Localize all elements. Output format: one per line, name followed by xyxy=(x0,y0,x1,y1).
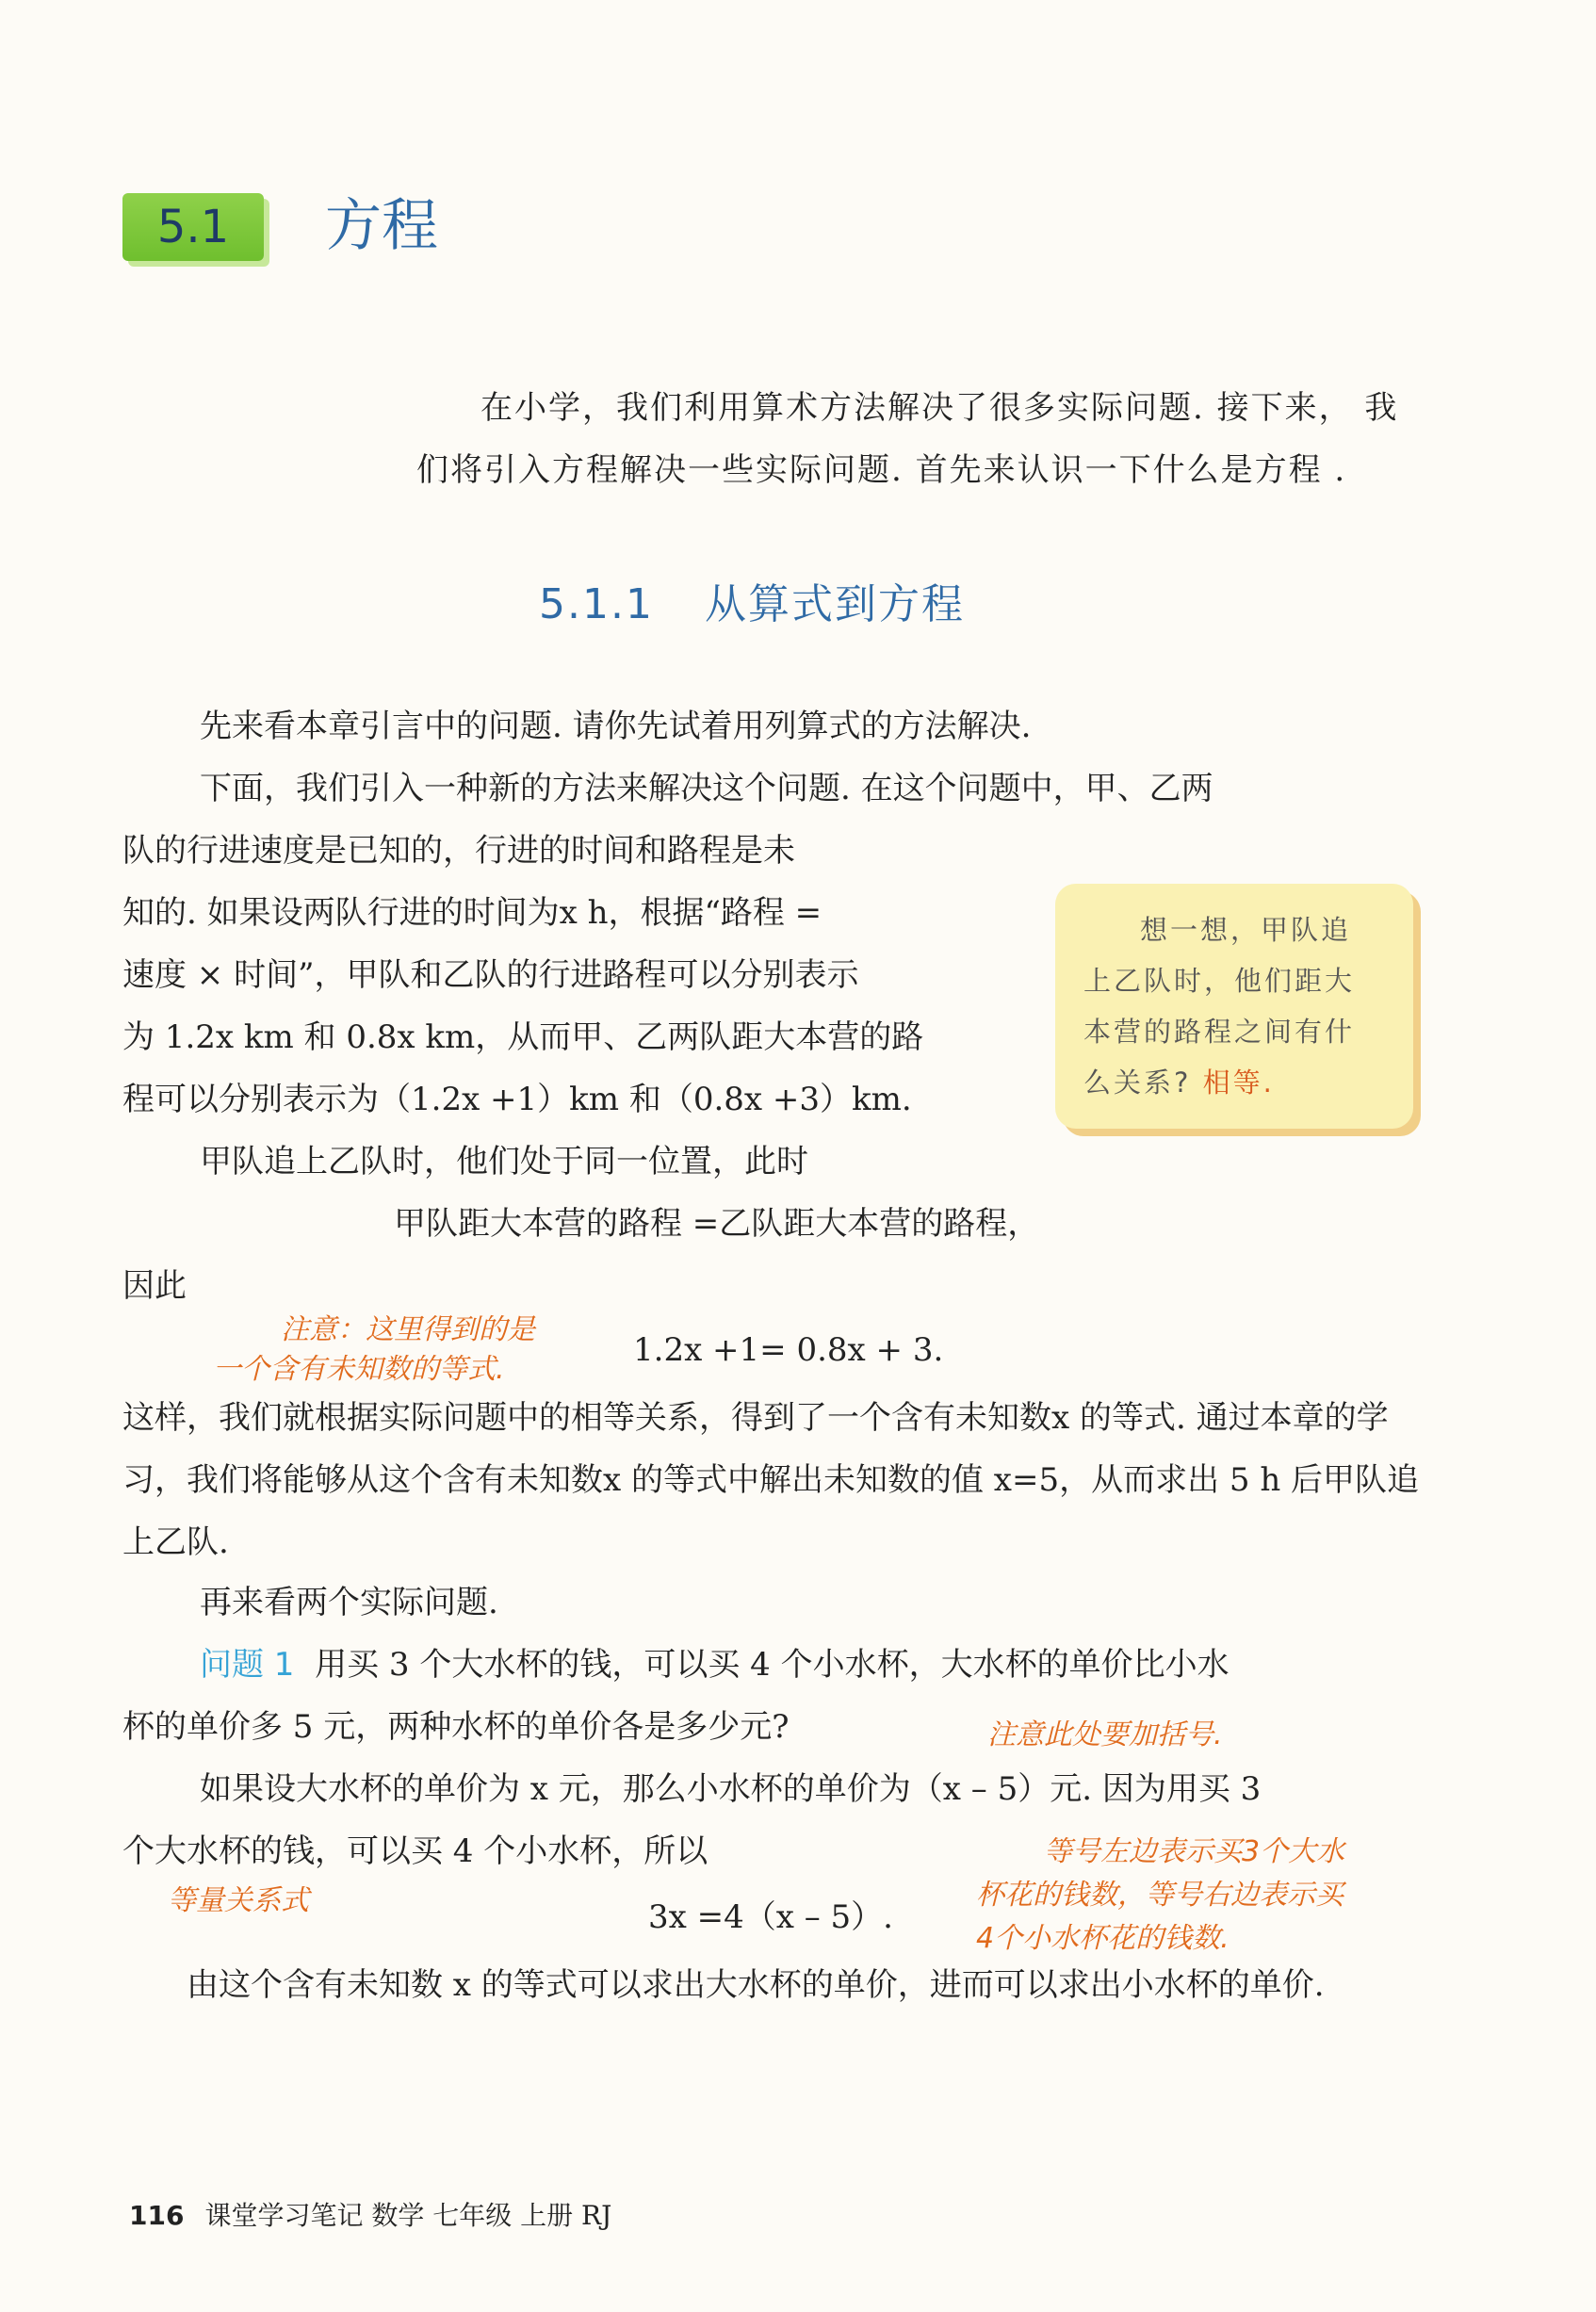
handwritten-note-3: 等量关系式 xyxy=(168,1884,309,1917)
paragraph-6-line-2: 个大水杯的钱，可以买 4 个小水杯，所以 xyxy=(122,1832,708,1870)
think-box-line-2: 上乙队时，他们距大 xyxy=(1083,965,1356,997)
paragraph-2-line-6: 程可以分别表示为（1.2x +1）km 和（0.8x +3）km. xyxy=(122,1081,912,1118)
therefore-text: 因此 xyxy=(122,1267,187,1305)
think-box-line-4 xyxy=(1083,1057,1394,1108)
paragraph-7: 由这个含有未知数 x 的等式可以求出大水杯的单价，进而可以求出小水杯的单价. xyxy=(187,1966,1325,2004)
problem-1-line-1 xyxy=(200,1643,1230,1686)
section-title: 方程 xyxy=(325,193,438,259)
section-number: 5.1 xyxy=(156,201,230,253)
equation-1: 1.2x +1= 0.8x + 3. xyxy=(633,1331,944,1369)
paragraph-5: 再来看两个实际问题. xyxy=(200,1584,498,1621)
subsection-title: 从算式到方程 xyxy=(704,580,965,628)
paragraph-2-line-2: 队的行进速度是已知的，行进的时间和路程是未 xyxy=(122,832,795,870)
paragraph-6-line-1: 如果设大水杯的单价为 x 元，那么小水杯的单价为（x – 5）元. 因为用买 3 xyxy=(200,1770,1262,1808)
problem-1-text: 用买 3 个大水杯的钱，可以买 4 个小水杯，大水杯的单价比小水 xyxy=(315,1646,1230,1684)
page-footer xyxy=(129,2197,611,2235)
think-box-line-1: 想一想，甲队追 xyxy=(1140,914,1352,946)
intro-paragraph: 在小学，我们利用算术方法解决了很多实际问题. 接下来， 我们将引入方程解决一些实际问题. 首先来认识一下什么是方程 . xyxy=(416,389,1399,489)
relation-statement: 甲队距大本营的路程 =乙队距大本营的路程， xyxy=(394,1205,1040,1243)
handwritten-note-4-line-1: 等号左边表示买3个大水 xyxy=(1044,1835,1345,1868)
think-box-text xyxy=(1083,904,1394,1108)
paragraph-2-line-5: 为 1.2x km 和 0.8x km，从而甲、乙两队距大本营的路 xyxy=(122,1018,924,1056)
think-box-question: 么关系? xyxy=(1083,1066,1192,1099)
problem-1-line-2: 杯的单价多 5 元，两种水杯的单价各是多少元? xyxy=(122,1708,790,1746)
paragraph-3: 甲队追上乙队时，他们处于同一位置，此时 xyxy=(200,1143,808,1180)
think-box xyxy=(1055,884,1413,1129)
paragraph-4: 这样，我们就根据实际问题中的相等关系，得到了一个含有未知数x 的等式. 通过本章的学习，我们将能够从这个含有未知数x 的等式中解出未知数的值 x=5，从而求出 5 h 后甲队追上乙队. xyxy=(122,1399,1420,1561)
paragraph-2-line-1: 下面，我们引入一种新的方法来解决这个问题. 在这个问题中，甲、乙两 xyxy=(200,770,1213,807)
page-number: 116 xyxy=(129,2200,185,2231)
section-number-badge xyxy=(122,193,264,261)
handwritten-note-4-line-2: 杯花的钱数，等号右边表示买 xyxy=(976,1879,1344,1912)
handwritten-note-4-line-3: 4个小水杯花的钱数. xyxy=(976,1922,1230,1955)
think-box-answer: 相等. xyxy=(1202,1066,1275,1099)
handwritten-note-1-line-2: 一个含有未知数的等式. xyxy=(213,1353,505,1386)
handwritten-note-2: 注意此处要加括号. xyxy=(987,1718,1223,1751)
subsection-heading xyxy=(539,577,965,633)
equation-2: 3x =4（x – 5）. xyxy=(648,1898,893,1936)
paragraph-2-line-4: 速度 × 时间”，甲队和乙队的行进路程可以分别表示 xyxy=(122,956,859,994)
paragraph-2-line-3: 知的. 如果设两队行进的时间为x h，根据“路程 = xyxy=(122,894,822,932)
book-info: 课堂学习笔记 数学 七年级 上册 RJ xyxy=(204,2200,612,2231)
handwritten-note-1-line-1: 注意：这里得到的是 xyxy=(281,1313,535,1346)
paragraph-1: 先来看本章引言中的问题. 请你先试着用列算式的方法解决. xyxy=(200,708,1032,745)
subsection-number: 5.1.1 xyxy=(539,580,654,628)
think-box-line-3: 本营的路程之间有什 xyxy=(1083,1016,1356,1048)
problem-1-label: 问题 1 xyxy=(200,1646,295,1684)
